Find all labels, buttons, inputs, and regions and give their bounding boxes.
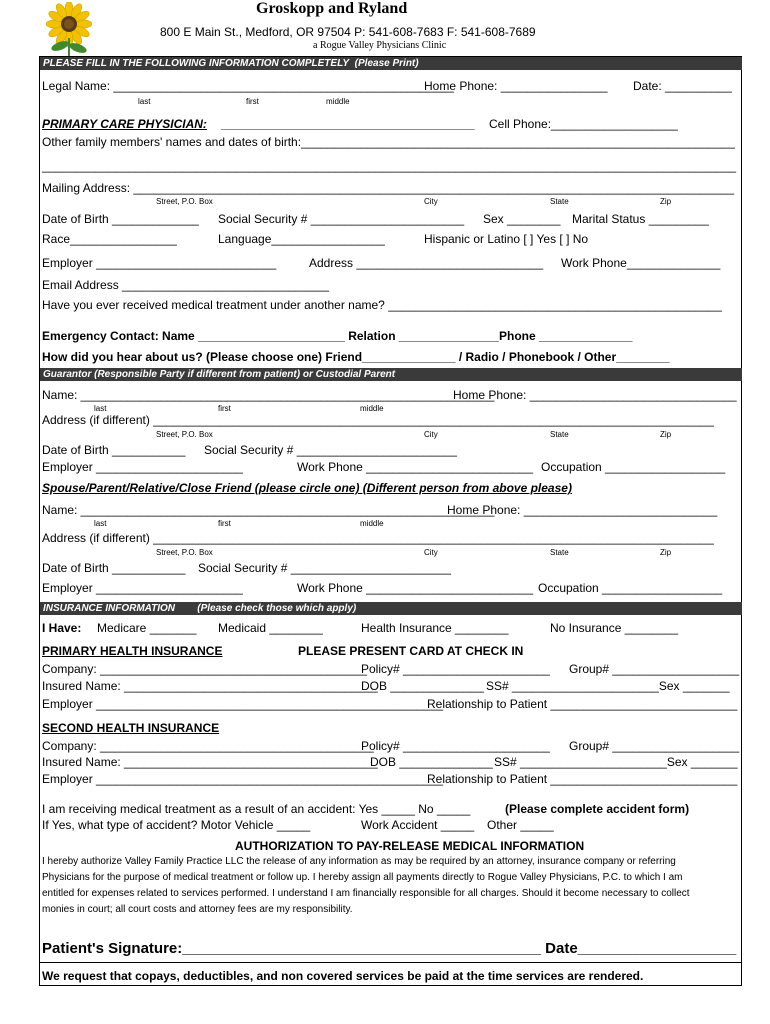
guarantor-ssn-field[interactable]: Social Security # ________________________: [204, 443, 457, 457]
primary-insured-name-field[interactable]: Insured Name: ______________________________________: [42, 679, 378, 693]
emergency-contact-field[interactable]: Emergency Contact: Name ______________________ Relation _______________Phone ______________: [42, 329, 633, 343]
patient-section-bar: PLEASE FILL IN THE FOLLOWING INFORMATION COMPLETELY (Please Print): [40, 57, 742, 70]
medicaid-option[interactable]: Medicaid ________: [218, 621, 323, 635]
accident-type-motor-vehicle[interactable]: If Yes, what type of accident? Motor Vehicle _____: [42, 818, 311, 832]
language-field[interactable]: Language_________________: [218, 232, 385, 246]
health-insurance-option[interactable]: Health Insurance ________: [361, 621, 509, 635]
primary-ss-sex-field[interactable]: SS# ______________________Sex _______: [486, 679, 730, 693]
last-label: last: [94, 519, 107, 528]
second-relationship-field[interactable]: Relationship to Patient ____________________________: [427, 772, 738, 786]
copay-notice: We request that copays, deductibles, and non covered services be paid at the time services are rendered.: [42, 969, 644, 983]
middle-label: middle: [360, 404, 384, 413]
state-label: State: [550, 197, 569, 206]
home-phone-field[interactable]: Home Phone: ________________: [424, 79, 608, 93]
other-family-field[interactable]: Other family members' names and dates of birth:_________________________________________________________________: [42, 135, 735, 149]
authorization-text: I hereby authorize Valley Family Practice LLC the release of any information as may be required by an attorney, insurance company or referring Physicians for the purpose of medical treatment or follow up. I hereby assign all payments directly to Rogue Valley Physicians, P.C. to which I am entitled for expenses related to services performed. I understand I am financially responsible for all charges. Should it become necessary to collect monies in court; all court costs and attorney fees are my responsibility.: [42, 856, 690, 915]
date-field[interactable]: Date: __________: [633, 79, 732, 93]
guarantor-employer-field[interactable]: Employer ______________________: [42, 460, 243, 474]
legal-name-field[interactable]: Legal Name: ___________________________________________________: [42, 79, 454, 93]
last-label: last: [94, 404, 107, 413]
street-label: Street, P.O. Box: [156, 197, 213, 206]
primary-group-field[interactable]: Group# ___________________: [569, 662, 740, 676]
race-field[interactable]: Race________________: [42, 232, 177, 246]
spouse-section-heading: Spouse/Parent/Relative/Close Friend (please circle one) (Different person from above please): [42, 481, 572, 495]
pcp-field[interactable]: ______________________________________: [221, 117, 475, 131]
clinic-title: Groskopp and Ryland: [256, 0, 408, 17]
i-have-label: I Have:: [42, 621, 82, 635]
second-policy-field[interactable]: Policy# ______________________: [361, 739, 550, 753]
spouse-occupation-field[interactable]: Occupation __________________: [538, 581, 723, 595]
authorization-heading: AUTHORIZATION TO PAY-RELEASE MEDICAL INFORMATION: [235, 839, 585, 853]
guarantor-dob-field[interactable]: Date of Birth ___________: [42, 443, 186, 457]
other-family-line[interactable]: ________________________________________________________________________________________________________: [42, 159, 737, 173]
middle-label: middle: [326, 97, 350, 106]
guarantor-occupation-field[interactable]: Occupation __________________: [541, 460, 726, 474]
last-label: last: [138, 97, 151, 106]
work-phone-field[interactable]: Work Phone______________: [561, 256, 721, 270]
spouse-dob-field[interactable]: Date of Birth ___________: [42, 561, 186, 575]
second-company-field[interactable]: Company: _________________________________________: [42, 739, 374, 753]
divider: [40, 962, 742, 963]
guarantor-name-field[interactable]: Name: ______________________________________________________________: [42, 388, 495, 402]
signature-field[interactable]: Patient's Signature:___________________________________________ Date___________________: [42, 940, 737, 957]
first-label: first: [218, 519, 231, 528]
accident-type-other[interactable]: Other _____: [487, 818, 554, 832]
primary-policy-field[interactable]: Policy# ______________________: [361, 662, 550, 676]
first-label: first: [246, 97, 259, 106]
mailing-address-field[interactable]: Mailing Address: __________________________________________________________________________________________: [42, 181, 735, 195]
second-employer-field[interactable]: Employer ____________________________________________________: [42, 772, 444, 786]
pcp-label: PRIMARY CARE PHYSICIAN:: [42, 117, 207, 131]
spouse-employer-field[interactable]: Employer ______________________: [42, 581, 243, 595]
spouse-home-phone-field[interactable]: Home Phone: _____________________________: [447, 503, 718, 517]
primary-relationship-field[interactable]: Relationship to Patient ____________________________: [427, 697, 738, 711]
insurance-section-bar: INSURANCE INFORMATION (Please check those which apply): [40, 602, 742, 615]
city-label: City: [424, 197, 438, 206]
second-group-field[interactable]: Group# ___________________: [569, 739, 740, 753]
zip-label: Zip: [660, 430, 672, 439]
no-insurance-option[interactable]: No Insurance ________: [550, 621, 679, 635]
sex-field[interactable]: Sex ________: [483, 212, 561, 226]
present-card-notice: PLEASE PRESENT CARD AT CHECK IN: [298, 644, 524, 658]
dob-field[interactable]: Date of Birth _____________: [42, 212, 199, 226]
first-label: first: [218, 404, 231, 413]
cell-phone-field[interactable]: Cell Phone:___________________: [489, 117, 678, 131]
second-insurance-heading: SECOND HEALTH INSURANCE: [42, 721, 220, 735]
middle-label: middle: [360, 519, 384, 528]
marital-field[interactable]: Marital Status _________: [572, 212, 709, 226]
accident-type-work[interactable]: Work Accident _____: [361, 818, 475, 832]
ssn-field[interactable]: Social Security # _______________________: [218, 212, 465, 226]
street-label: Street, P.O. Box: [156, 430, 213, 439]
second-dob-field[interactable]: DOB ______________: [370, 755, 493, 769]
address-field[interactable]: Address ____________________________: [309, 256, 544, 270]
primary-insurance-heading: PRIMARY HEALTH INSURANCE: [42, 644, 223, 658]
other-name-field[interactable]: Have you ever received medical treatment under another name? __________________________________________________: [42, 298, 722, 312]
clinic-affiliation: a Rogue Valley Physicians Clinic: [313, 40, 447, 51]
primary-company-field[interactable]: Company: ________________________________________: [42, 662, 367, 676]
street-label: Street, P.O. Box: [156, 548, 213, 557]
guarantor-work-phone-field[interactable]: Work Phone _________________________: [297, 460, 533, 474]
second-insured-name-field[interactable]: Insured Name: ______________________________________: [42, 755, 378, 769]
guarantor-home-phone-field[interactable]: Home Phone: _______________________________: [453, 388, 737, 402]
spouse-address-field[interactable]: Address (if different) ____________________________________________________________________________________: [42, 531, 714, 545]
second-ss-sex-field[interactable]: SS# ______________________Sex _______: [494, 755, 738, 769]
primary-employer-field[interactable]: Employer ____________________________________________________: [42, 697, 444, 711]
employer-field[interactable]: Employer ___________________________: [42, 256, 277, 270]
hispanic-field[interactable]: Hispanic or Latino [ ] Yes [ ] No: [424, 232, 589, 246]
clinic-address: 800 E Main St., Medford, OR 97504 P: 541-608-7683 F: 541-608-7689: [160, 25, 536, 39]
primary-dob-field[interactable]: DOB ______________: [361, 679, 484, 693]
spouse-name-field[interactable]: Name: ______________________________________________________________: [42, 503, 495, 517]
zip-label: Zip: [660, 548, 672, 557]
medicare-option[interactable]: Medicare _______: [97, 621, 197, 635]
state-label: State: [550, 430, 569, 439]
city-label: City: [424, 430, 438, 439]
sunflower-logo: [38, 2, 100, 56]
spouse-work-phone-field[interactable]: Work Phone _________________________: [297, 581, 533, 595]
accident-question-field[interactable]: I am receiving medical treatment as a result of an accident: Yes _____ No _____: [42, 802, 471, 816]
accident-form-note: (Please complete accident form): [505, 802, 690, 816]
spouse-ssn-field[interactable]: Social Security # ________________________: [198, 561, 451, 575]
state-label: State: [550, 548, 569, 557]
email-field[interactable]: Email Address _______________________________: [42, 278, 329, 292]
zip-label: Zip: [660, 197, 672, 206]
guarantor-address-field[interactable]: Address (if different) ____________________________________________________________________________________: [42, 413, 714, 427]
city-label: City: [424, 548, 438, 557]
referral-source-field[interactable]: How did you hear about us? (Please choose one) Friend______________ / Radio / Phonebook / Other________: [42, 350, 670, 364]
guarantor-section-bar: Guarantor (Responsible Party if different from patient) or Custodial Parent: [40, 368, 742, 381]
